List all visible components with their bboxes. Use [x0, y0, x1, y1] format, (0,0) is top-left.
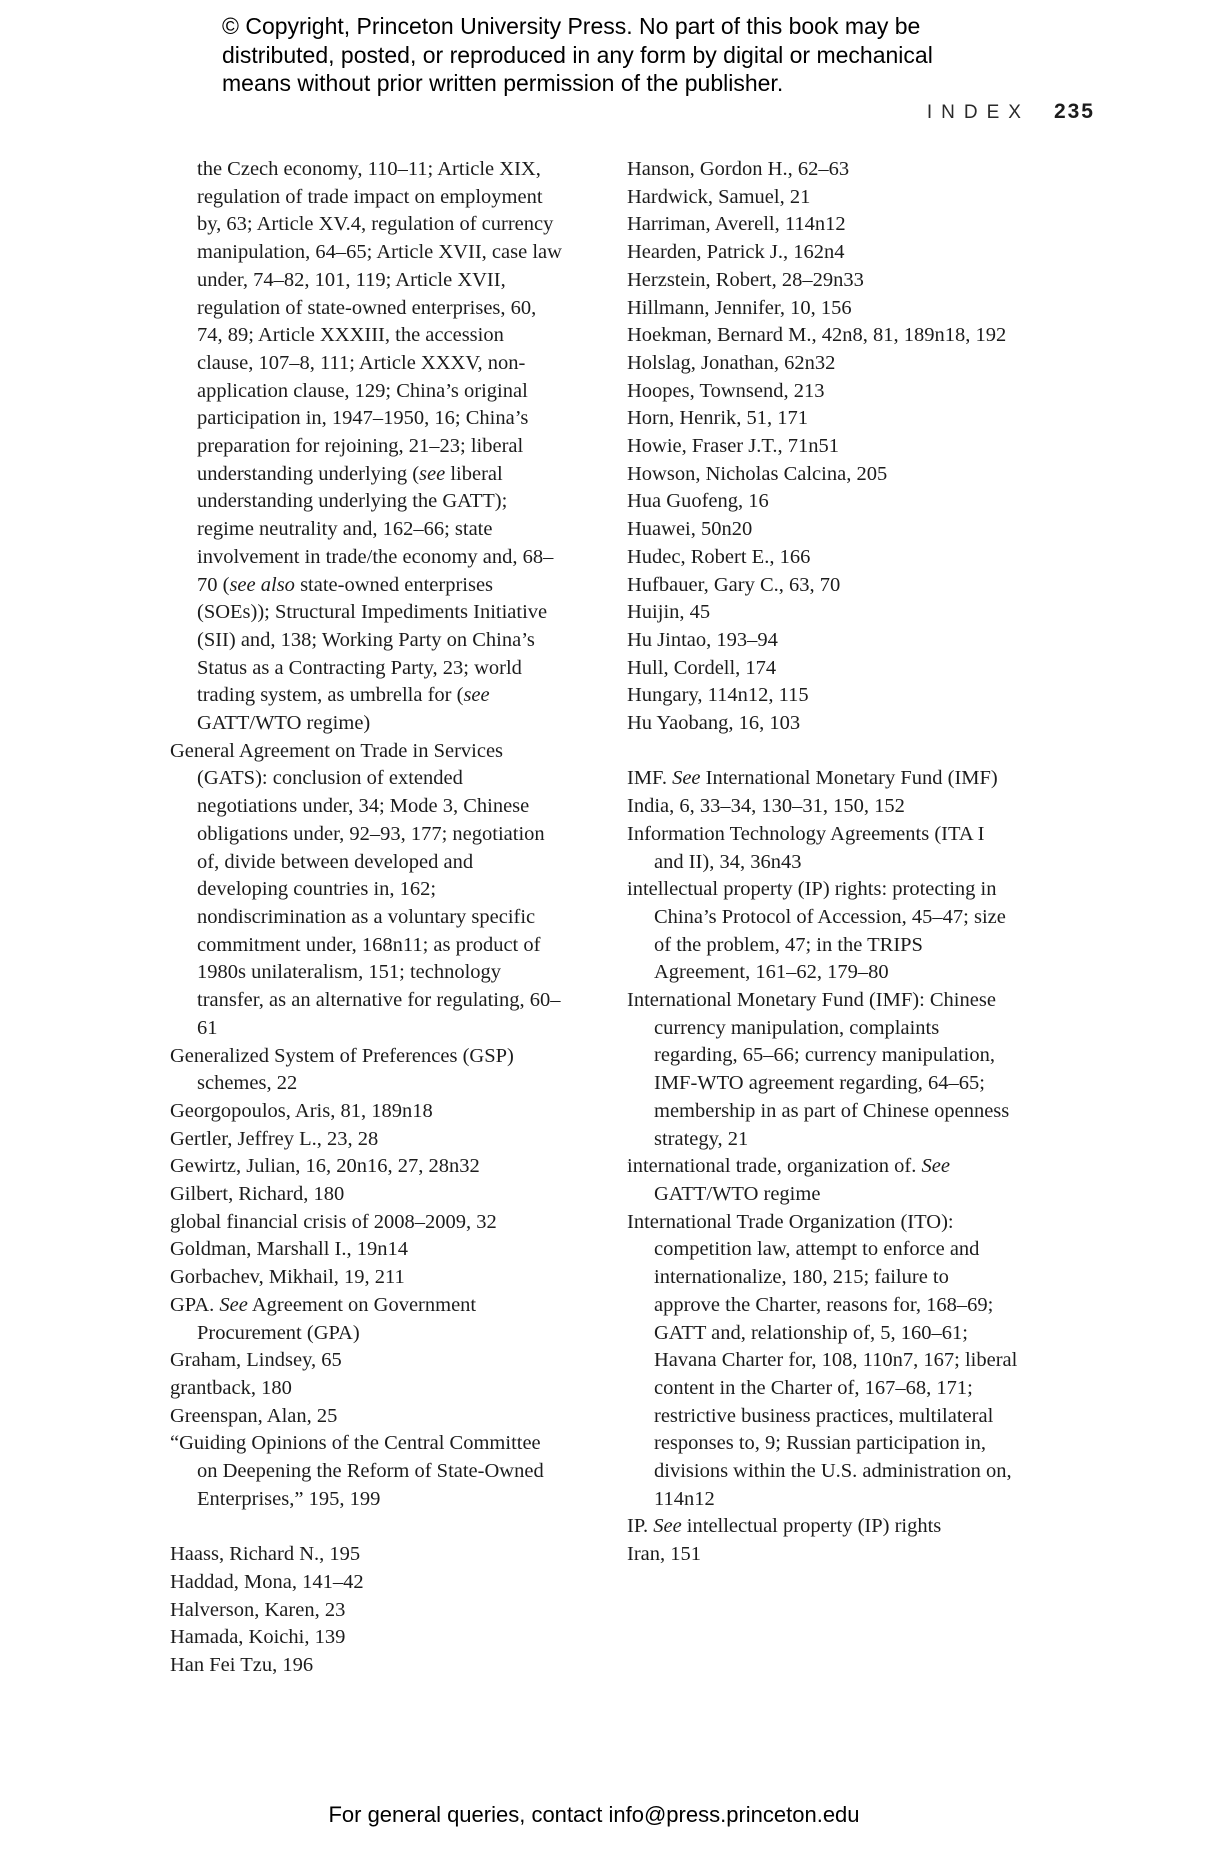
index-entry: Hoekman, Bernard M., 42n8, 81, 189n18, 192	[627, 324, 1007, 347]
index-entry: Huijin, 45	[627, 601, 711, 624]
index-entry: IP. See intellectual property (IP) rights	[627, 1515, 942, 1538]
index-entry: Hu Jintao, 193–94	[627, 628, 778, 651]
index-entry: Hardwick, Samuel, 21	[627, 185, 811, 208]
index-entry: Gewirtz, Julian, 16, 20n16, 27, 28n32	[170, 1155, 480, 1178]
running-head	[927, 100, 1095, 124]
footer-contact: For general queries, contact info@press.princeton.edu	[328, 1802, 860, 1827]
index-entry: Holslag, Jonathan, 62n32	[627, 351, 836, 374]
index-entry: Haddad, Mona, 141–42	[170, 1570, 364, 1593]
index-entry: Halverson, Karen, 23	[170, 1598, 346, 1621]
index-entry: Hoopes, Townsend, 213	[627, 379, 825, 402]
index-entry: intellectual property (IP) rights: protecting in China’s Protocol of Accession, 45–47; size of the problem, 47; in the TRIPS Agreement, 161–62, 179–80	[627, 878, 1006, 984]
page-number: 235	[1053, 100, 1095, 123]
index-entry: Hu Yaobang, 16, 103	[627, 712, 801, 735]
index-entry: “Guiding Opinions of the Central Committee on Deepening the Reform of State-Owned Enterprises,” 195, 199	[170, 1432, 544, 1510]
index-entry: Hamada, Koichi, 139	[170, 1626, 346, 1649]
index-entry: Gilbert, Richard, 180	[170, 1183, 345, 1206]
index-column-left	[170, 156, 562, 1680]
index-entry: Horn, Henrik, 51, 171	[627, 407, 809, 430]
index-entry: GPA. See Agreement on Government Procurement (GPA)	[170, 1293, 477, 1344]
index-entry: International Trade Organization (ITO): competition law, attempt to enforce and internationalize, 180, 215; failure to approve the Charter, reasons for, 168–69; GATT and, relationship of, 5, 160–61; Havana Charter for, 108, 110n7, 167; liberal content in the Charter of, 167–68, 171; restrictive business practices, multilateral responses to, 9; Russian participation in, divisions within the U.S. administration on, 114n12	[627, 1210, 1018, 1510]
copyright-line: means without prior written permission of the publisher.	[222, 70, 784, 96]
index-entry: Hull, Cordell, 174	[627, 656, 777, 679]
index-heading: INDEX	[926, 102, 1030, 123]
index-entry: Howie, Fraser J.T., 71n51	[627, 435, 839, 458]
index-entry: International Monetary Fund (IMF): Chinese currency manipulation, complaints regarding, 65–66; currency manipulation, IMF-WTO agreement regarding, 64–65; membership in as part of Chinese openness strategy, 21	[627, 989, 1010, 1150]
index-entry: Hufbauer, Gary C., 63, 70	[627, 573, 841, 596]
index-entry: Haass, Richard N., 195	[170, 1543, 361, 1566]
index-entry: Hearden, Patrick J., 162n4	[627, 241, 845, 264]
index-entry: Hua Guofeng, 16	[627, 490, 769, 513]
index-entry: Howson, Nicholas Calcina, 205	[627, 462, 888, 485]
index-entry: Information Technology Agreements (ITA I and II), 34, 36n43	[627, 822, 985, 873]
index-entry: Georgopoulos, Aris, 81, 189n18	[170, 1099, 433, 1122]
index-entry: Hudec, Robert E., 166	[627, 545, 811, 568]
index-column-right	[627, 156, 1019, 1569]
index-entry: Goldman, Marshall I., 19n14	[170, 1238, 408, 1261]
index-entry: Iran, 151	[627, 1543, 702, 1566]
index-entry: grantback, 180	[170, 1376, 292, 1399]
section-gap	[170, 1513, 562, 1541]
copyright-line: distributed, posted, or reproduced in any form by digital or mechanical	[222, 41, 933, 68]
index-entry: Huawei, 50n20	[627, 518, 753, 541]
index-entry: IMF. See International Monetary Fund (IMF)	[627, 767, 998, 790]
index-entry: Graham, Lindsey, 65	[170, 1349, 342, 1372]
index-entry: Hanson, Gordon H., 62–63	[627, 158, 850, 180]
index-entry: Han Fei Tzu, 196	[170, 1653, 314, 1676]
index-entry: Hungary, 114n12, 115	[627, 684, 809, 707]
index-entry: Greenspan, Alan, 25	[170, 1404, 338, 1427]
copyright-line: © Copyright, Princeton University Press. No part of this book may be	[222, 13, 921, 39]
index-entry: Harriman, Averell, 114n12	[627, 213, 846, 236]
index-entry: Herzstein, Robert, 28–29n33	[627, 268, 864, 291]
index-entry: Hillmann, Jennifer, 10, 156	[627, 296, 852, 319]
index-entry: Gorbachev, Mikhail, 19, 211	[170, 1266, 405, 1289]
index-entry: Gertler, Jeffrey L., 23, 28	[170, 1127, 379, 1150]
index-entry: the Czech economy, 110–11; Article XIX, regulation of trade impact on employment by, 63; Article XV.4, regulation of currency manipulation, 64–65; Article XVII, case law under, 74–82, 101, 119; Article XVII, regulation of state-owned enterprises, 60, 74, 89; Article XXXIII, the accession clause, 107–8, 111; Article XXXV, non-application clause, 129; China’s original participation in, 1947–1950, 16; China’s preparation for rejoining, 21–23; liberal understanding underlying (see liberal understanding underlying the GATT); regime neutrality and, 162–66; state involvement in trade/the economy and, 68–70 (see also state-owned enterprises (SOEs)); Structural Impediments Initiative (SII) and, 138; Working Party on China’s Status as a Contracting Party, 23; world trading system, as umbrella for (see GATT/WTO regime)	[197, 158, 562, 735]
copyright-notice	[222, 12, 933, 98]
index-entry: global financial crisis of 2008–2009, 32	[170, 1210, 497, 1233]
index-entry: Generalized System of Preferences (GSP) schemes, 22	[170, 1044, 514, 1095]
section-gap	[627, 738, 1019, 766]
index-entry: international trade, organization of. See GATT/WTO regime	[627, 1155, 950, 1205]
index-entry: India, 6, 33–34, 130–31, 150, 152	[627, 795, 905, 818]
index-entry: General Agreement on Trade in Services (GATS): conclusion of extended negotiations under, 34; Mode 3, Chinese obligations under, 92–93, 177; negotiation of, divide between developed and developing countries in, 162; nondiscrimination as a voluntary specific commitment under, 168n11; as product of 1980s unilateralism, 151; technology transfer, as an alternative for regulating, 60–61	[170, 739, 561, 1039]
